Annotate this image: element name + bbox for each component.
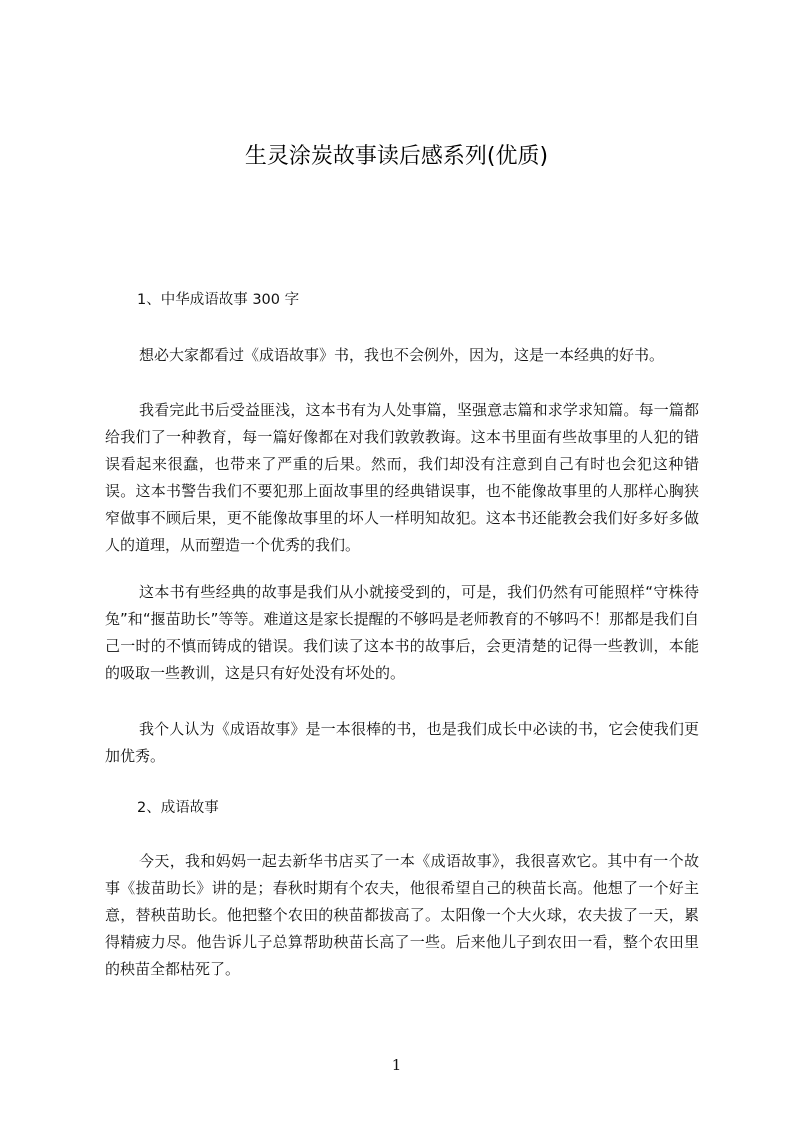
section-heading: 2、成语故事: [137, 800, 219, 816]
paragraph: 我个人认为《成语故事》是一本很棒的书，也是我们成长中必读的书，它会使我们更加优秀。: [105, 720, 699, 765]
paragraph: 我看完此书后受益匪浅，这本书有为人处事篇，坚强意志篇和求学求知篇。每一篇都给我们了一种教育，每一篇好像都在对我们敦敦教诲。这本书里面有些故事里的人犯的错误看起来很蠢，也带来了严重的后果。然而，我们却没有注意到自己有时也会犯这种错误。这本书警告我们不要犯那上面故事里的经典错误事，也不能像故事里的人那样心胸狭窄做事不顾后果，更不能像故事里的坏人一样明知故犯。这本书还能教会我们好多好多做人的道理，从而塑造一个优秀的我们。: [105, 401, 699, 554]
section-heading: 1、中华成语故事 300 字: [137, 292, 300, 308]
page-number: 1: [391, 1056, 402, 1074]
paragraph: 今天，我和妈妈一起去新华书店买了一本《成语故事》，我很喜欢它。其中有一个故事《拔苗助长》讲的是；春秋时期有个农夫，他很希望自己的秧苗长高。他想了一个好主意，替秧苗助长。他把整个农田的秧苗都拔高了。太阳像一个大火球，农夫拔了一天，累得精疲力尽。他告诉儿子总算帮助秧苗长高了一些。后来他儿子到农田一看，整个农田里的秧苗全都枯死了。: [105, 852, 699, 978]
paragraph: 这本书有些经典的故事是我们从小就接受到的，可是，我们仍然有可能照样“守株待兔”和“揠苗助长”等等。难道这是家长提醒的不够吗是老师教育的不够吗不！那都是我们自己一时的不慎而铸成的错误。我们读了这本书的故事后，会更清楚的记得一些教训，本能的吸取一些教训，这是只有好处没有坏处的。: [105, 583, 699, 682]
paragraph: 想必大家都看过《成语故事》书，我也不会例外，因为，这是一本经典的好书。: [139, 346, 665, 364]
page-title: 生灵涂炭故事读后感系列(优质): [244, 144, 549, 169]
